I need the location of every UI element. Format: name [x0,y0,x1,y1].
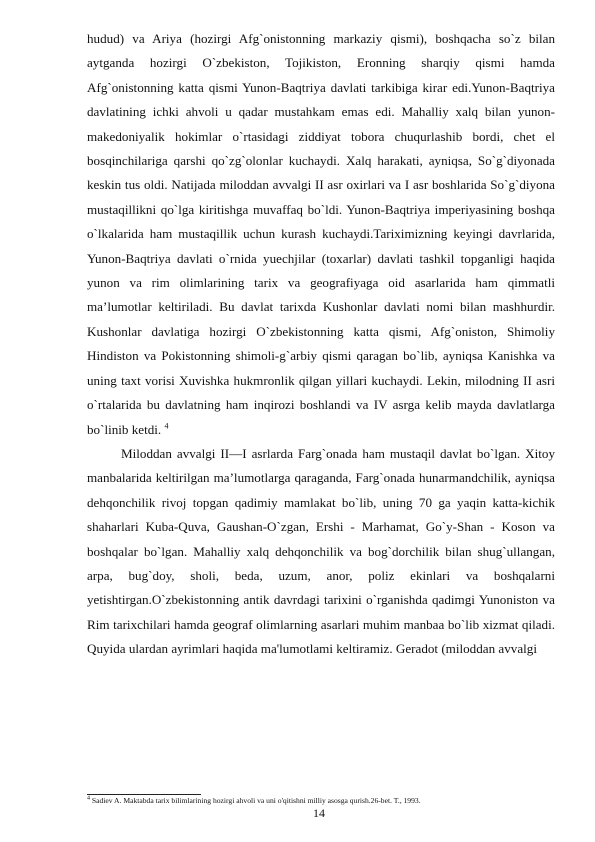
paragraph [87,27,555,442]
footnote-reference: 4 [164,421,169,431]
paragraph: Miloddan avvalgi II—I asrlarda Farg`onada ham mustaqil davlat bo`lgan. Xitoy manbalarida keltirilgan ma’lumotlarga qaraganda, Farg`onada hunarmandchilik, ayniqsa dehqonchilik rivoj topgan qadimiy mamlakat bo`lib, uning 70 ga yaqin katta-kichik shaharlari Kuba-Quva, Gaushan-O`zgan, Ershi - Marhamat, Go`y-Shan - Koson va boshqalar bo`lgan. Mahalliy xalq dehqonchilik va bog`dorchilik bilan shug`ullangan, arpa, bug`doy, sholi, beda, uzum, anor, poliz ekinlari va boshqalarni yetishtirgan.O`zbekistonning antik davrdagi tarixini o`rganishda qadimgi Yunoniston va Rim tarixchilari hamda geograf olimlarning asarlari muhim manbaa bo`lib xizmat qiladi. Quyida ulardan ayrimlari haqida ma'lumotlami keltiramiz. Geradot (miloddan avvalgi [87,445,555,657]
footnote-text: Sadiev A. Maktabda tarix bilimlarining hozirgi ahvoli va uni o'qitishni milliy asosga qurish.26-bet. T., 1993. [90,796,421,805]
body-text [87,27,555,662]
footnote-mark: 4 [87,795,90,802]
footnote-divider [87,794,201,795]
paragraph-text: hudud) va Ariya (hozirgi Afg`onistonning markaziy qismi), boshqacha so`z bilan aytganda hozirgi O`zbekiston, Tojikiston, Eronning sharqiy qismi hamda Afg`onistonning katta qismi Yunon-Baqtriya davlati tarkibiga kirar edi.Yunon-Baqtriya davlatining ichki ahvoli u qadar mustahkam emas edi. Mahalliy xalq bilan yunon-makedoniyalik hokimlar o`rtasidagi ziddiyat tobora chuqurlashib bordi, chet el bosqinchilariga qarshi qo`zg`olonlar kuchaydi. Xalq harakati, ayniqsa, So`g`diyonada keskin tus oldi. Natijada miloddan avvalgi II asr oxirlari va I asr boshlarida So`g`diyona mustaqillikni qo`lga kiritishga muvaffaq bo`ldi. Yunon-Baqtriya imperiyasining boshqa o`lkalarida ham mustaqillik uchun kurash kuchaydi.Tariximizning keyingi davrlarida, Yunon-Baqtriya davlati o`rnida yuechjilar (toxarlar) davlati tashkil topganligi haqida yunon va rim olimlarining tarix va geografiyaga oid asarlarida ham qimmatli ma’lumotlar keltiriladi. Bu davlat tarixda Kushonlar davlati nomi bilan mashhurdir. Kushonlar davlatiga hozirgi O`zbekistonning katta qismi, Afg`oniston, Shimoliy Hindiston va Pokistonning shimoli-g`arbiy qismi qaragan bo`lib, ayniqsa Kanishka va uning taxt vorisi Xuvishka hukmronlik qilgan yillari kuchaydi. Lekin, milodning II asri o`rtalarida bu davlatning ham inqirozi boshlandi va IV asrga kelib mayda davlatlarga bo`linib ketdi. [87,31,555,437]
page-number: 14 [313,806,325,820]
footnote [87,796,557,806]
